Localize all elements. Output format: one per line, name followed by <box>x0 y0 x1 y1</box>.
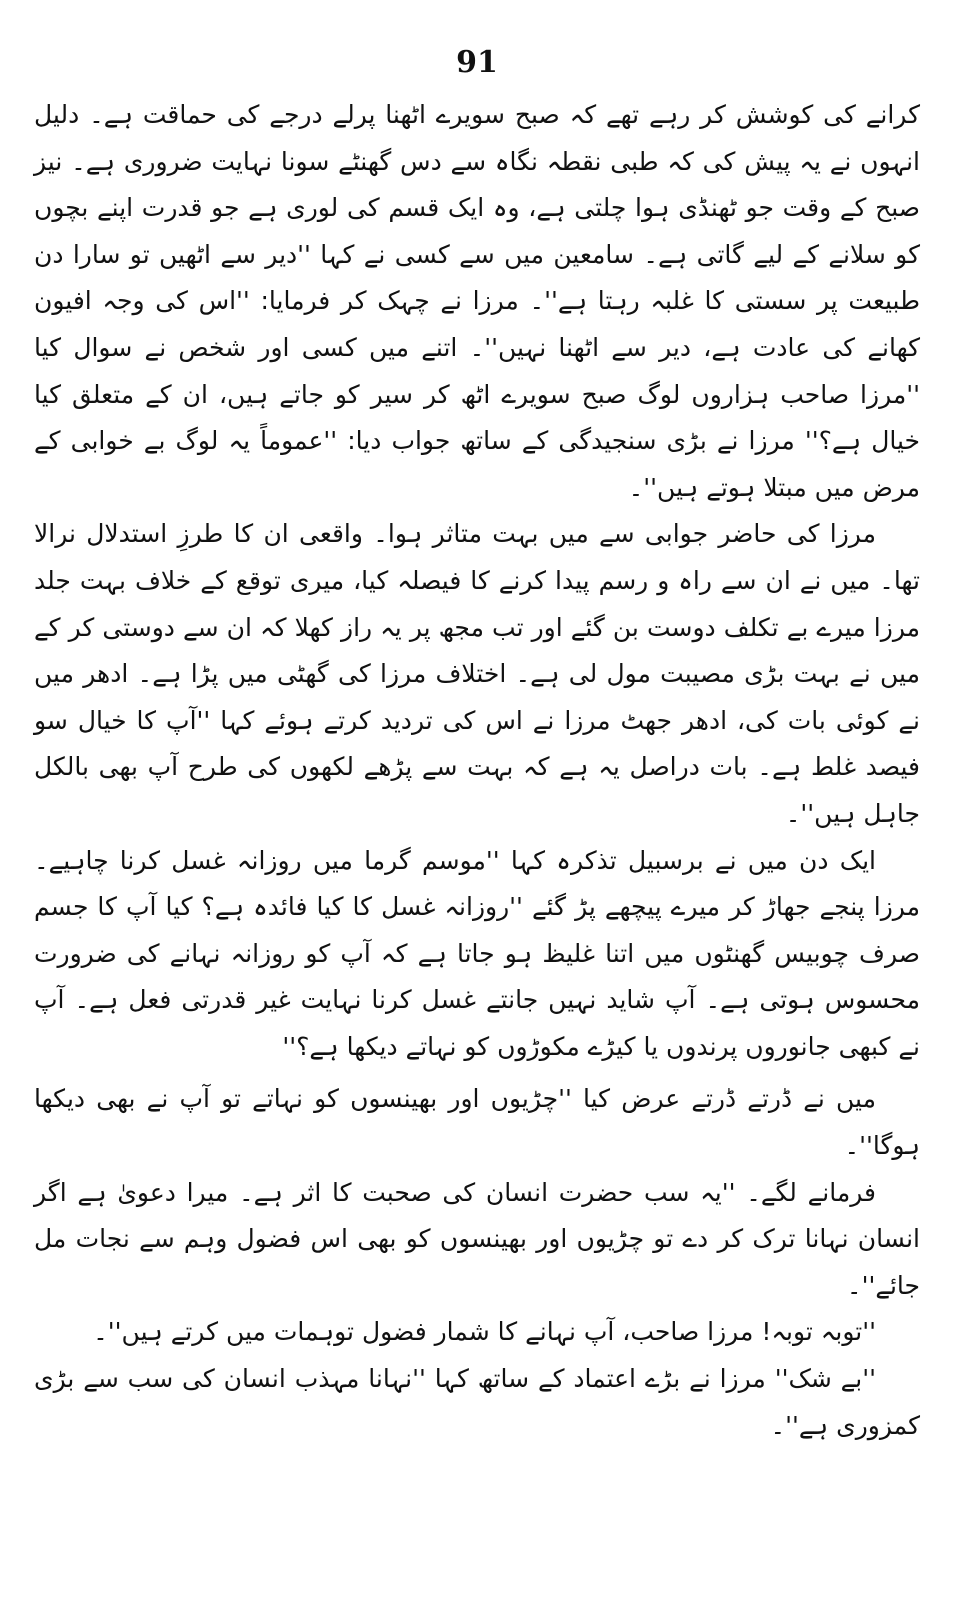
paragraph-5: فرمانے لگے۔ ''یہ سب حضرت انسان کی صحبت کا اثر ہے۔ میرا دعویٰ ہے اگر انسان نہانا ترک کر دے تو چڑیوں اور بھینسوں کو بھی اس فضول وہم سے نجات مل جائے''۔ <box>34 1177 920 1300</box>
paragraph-6: ''توبہ توبہ! مرزا صاحب، آپ نہانے کا شمار فضول توہمات میں کرتے ہیں''۔ <box>93 1317 876 1347</box>
page-number: 91 <box>456 45 498 80</box>
paragraph-2: مرزا کی حاضر جوابی سے میں بہت متاثر ہوا۔ واقعی ان کا طرزِ استدلال نرالا تھا۔ میں نے ان سے راہ و رسم پیدا کرنے کا فیصلہ کیا، میری توقع کے خلاف بہت جلد مرزا میرے بے تکلف دوست بن گئے اور تب مجھ پر یہ راز کھلا کہ ان سے دوستی کر کے میں نے بہت بڑی مصیبت مول لی ہے۔ اختلاف مرزا کی گھٹی میں پڑا ہے۔ ادھر میں نے کوئی بات کی، ادھر جھٹ مرزا نے اس کی تردید کرتے ہوئے کہا ''آپ کا خیال سو فیصد غلط ہے۔ بات دراصل یہ ہے کہ بہت سے پڑھے لکھوں کی طرح آپ بھی بالکل جاہل ہیں''۔ <box>34 519 920 828</box>
paragraph-4: میں نے ڈرتے ڈرتے عرض کیا ''چڑیوں اور بھینسوں کو نہاتے تو آپ نے بھی دیکھا ہوگا''۔ <box>34 1084 920 1161</box>
paragraph-3: ایک دن میں نے برسبیل تذکرہ کہا ''موسم گرما میں روزانہ غسل کرنا چاہیے۔ مرزا پنجے جھاڑ کر میرے پیچھے پڑ گئے ''روزانہ غسل کا کیا فائدہ ہے؟ کیا آپ کا جسم صرف چوبیس گھنٹوں میں اتنا غلیظ ہو جاتا ہے کہ آپ کو روزانہ نہانے کی ضرورت محسوس ہوتی ہے۔ آپ شاید نہیں جانتے غسل کرنا نہایت غیر قدرتی فعل ہے۔ آپ نے کبھی جانوروں پرندوں یا کیڑے مکوڑوں کو نہاتے دیکھا ہے؟'' <box>34 845 920 1061</box>
page-body <box>34 92 920 1449</box>
paragraph-7: ''بے شک'' مرزا نے بڑے اعتماد کے ساتھ کہا ''نہانا مہذب انسان کی سب سے بڑی کمزوری ہے''۔ <box>34 1364 920 1440</box>
paragraph-1: کرانے کی کوشش کر رہے تھے کہ صبح سویرے اٹھنا پرلے درجے کی حماقت ہے۔ دلیل انہوں نے یہ پیش کی کہ طبی نقطہ نگاہ سے دس گھنٹے سونا نہایت ضروری ہے۔ نیز صبح کے وقت جو ٹھنڈی ہوا چلتی ہے، وہ ایک قسم کی لوری ہے جو قدرت اپنے بچوں کو سلانے کے لیے گاتی ہے۔ سامعین میں سے کسی نے کہا ''دیر سے اٹھیں تو سارا دن طبیعت پر سستی کا غلبہ رہتا ہے''۔ مرزا نے چہک کر فرمایا: ''اس کی وجہ افیون کھانے کی عادت ہے، دیر سے اٹھنا نہیں''۔ اتنے میں کسی اور شخص نے سوال کیا ''مرزا صاحب ہزاروں لوگ صبح سویرے اٹھ کر سیر کو جاتے ہیں، ان کے متعلق کیا خیال ہے؟'' مرزا نے بڑی سنجیدگی کے ساتھ جواب دیا: ''عموماً یہ لوگ بے خوابی کے مرض میں مبتلا ہوتے ہیں''۔ <box>34 100 920 502</box>
